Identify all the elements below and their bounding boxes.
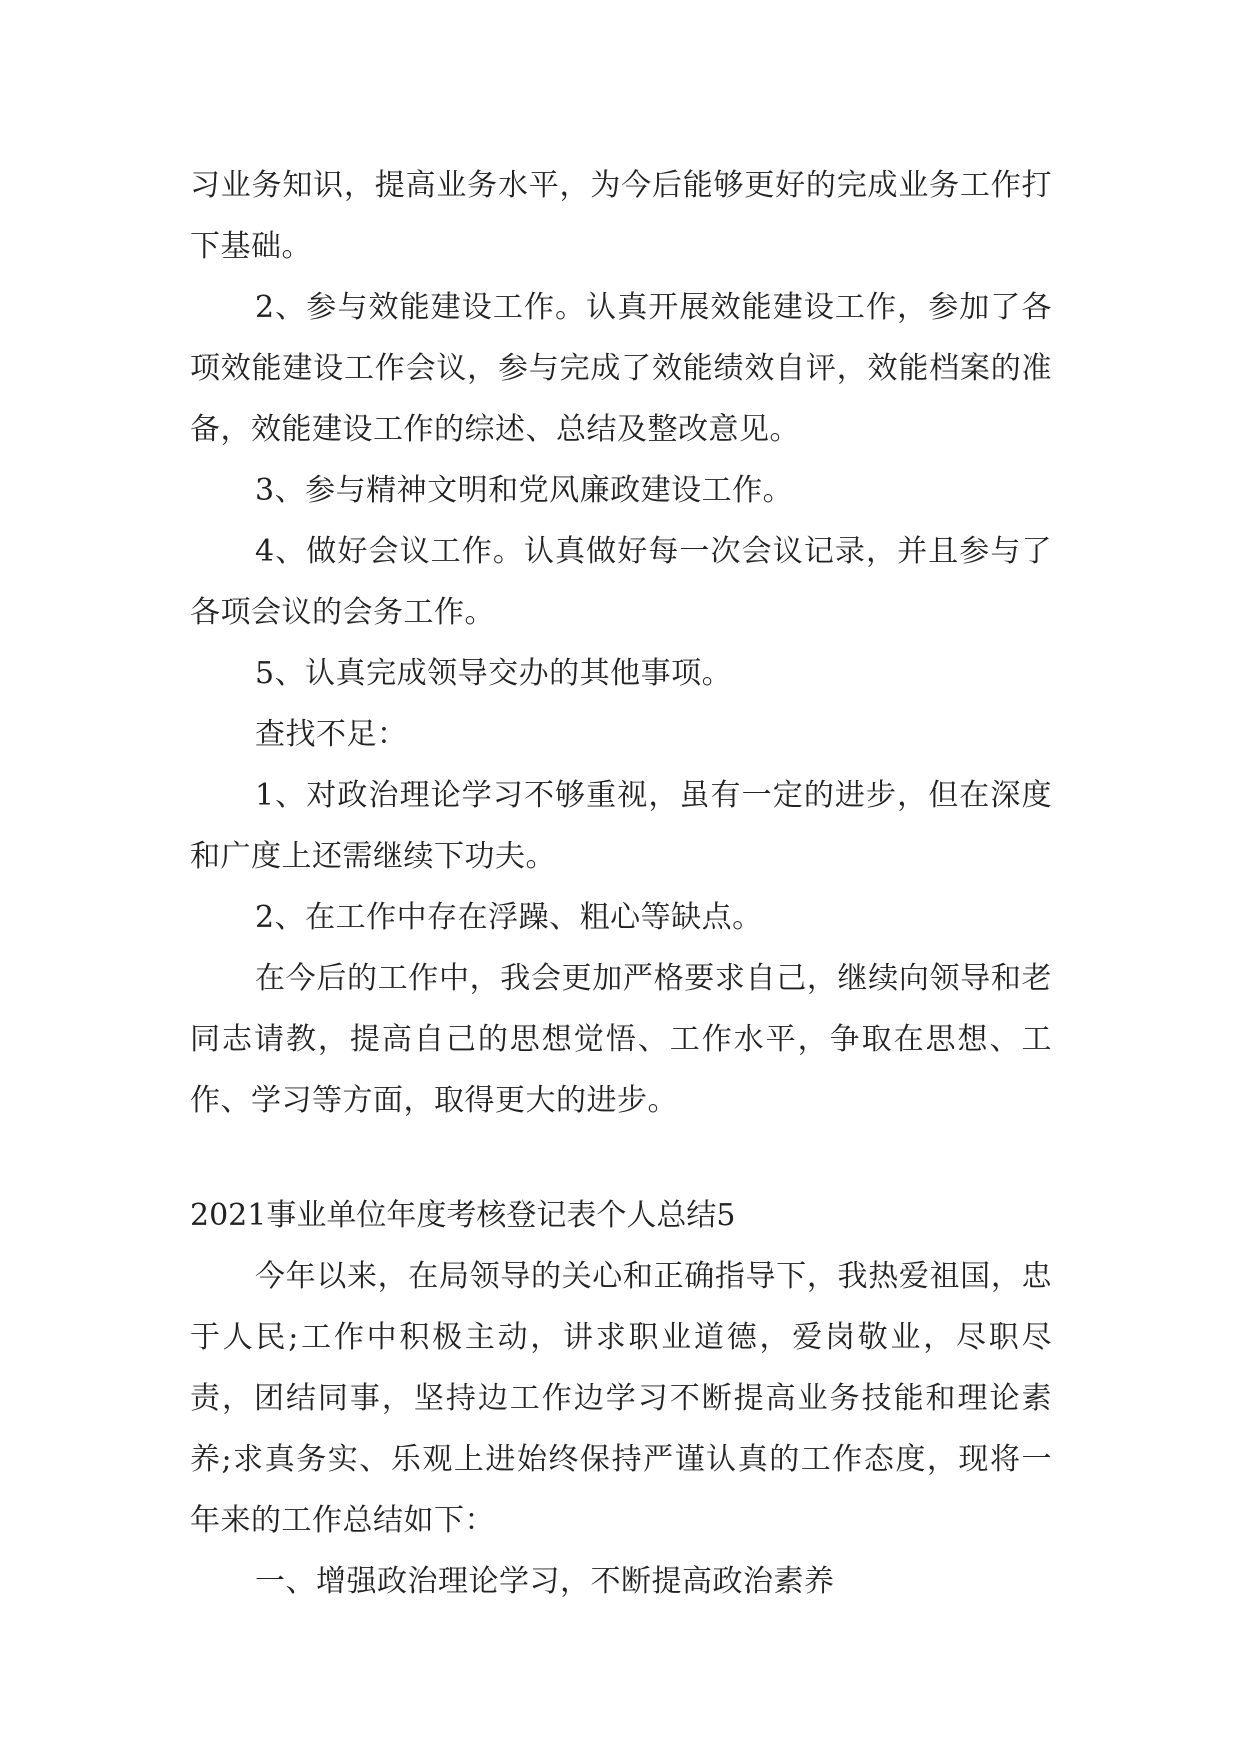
paragraph: 在今后的工作中，我会更加严格要求自己，继续向领导和老同志请教，提高自己的思想觉悟、工作水平，争取在思想、工作、学习等方面，取得更大的进步。 (190, 961, 1052, 1118)
paragraph: 2、在工作中存在浮躁、粗心等缺点。 (255, 900, 763, 935)
paragraph: 4、做好会议工作。认真做好每一次会议记录，并且参与了各项会议的会务工作。 (190, 534, 1052, 630)
paragraph: 2、参与效能建设工作。认真开展效能建设工作，参加了各项效能建设工作会议，参与完成了效能绩效自评，效能档案的准备，效能建设工作的综述、总结及整改意见。 (190, 290, 1052, 447)
paragraph: 1、对政治理论学习不够重视，虽有一定的进步，但在深度和广度上还需继续下功夫。 (190, 778, 1052, 874)
paragraph: 今年以来，在局领导的关心和正确指导下，我热爱祖国，忠于人民;工作中积极主动，讲求职业道德，爱岗敬业，尽职尽责，团结同事，坚持边工作边学习不断提高业务技能和理论素养;求真务实、乐观上进始终保持严谨认真的工作态度，现将一年来的工作总结如下： (190, 1259, 1052, 1538)
paragraph: 查找不足： (255, 717, 408, 752)
paragraph: 习业务知识，提高业务水平，为今后能够更好的完成业务工作打下基础。 (190, 168, 1052, 264)
paragraph: 一、增强政治理论学习，不断提高政治素养 (255, 1564, 835, 1599)
section-title: 2021事业单位年度考核登记表个人总结5 (190, 1198, 736, 1233)
paragraph: 5、认真完成领导交办的其他事项。 (255, 656, 733, 691)
document-page (190, 155, 1052, 1612)
paragraph: 3、参与精神文明和党风廉政建设工作。 (255, 473, 794, 508)
